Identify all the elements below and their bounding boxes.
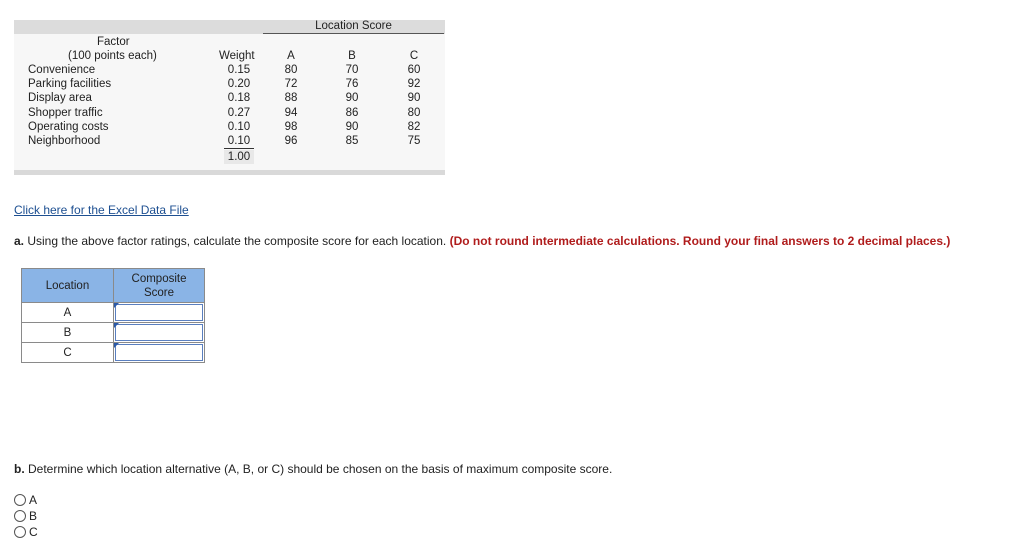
radio-icon[interactable] (14, 494, 26, 506)
factor-row-label: Shopper traffic (28, 106, 103, 119)
location-cell: C (22, 343, 114, 363)
score-b-cell: 76 (345, 78, 359, 91)
radio-icon[interactable] (14, 526, 26, 538)
score-c-cell: 75 (407, 135, 421, 148)
col-b-header: B (348, 50, 356, 62)
weight-cell: 0.18 (227, 92, 251, 105)
weight-cell: 0.15 (227, 64, 251, 76)
score-c-column (399, 63, 429, 148)
option-c[interactable] (14, 525, 38, 539)
score-b-cell: 90 (345, 92, 359, 105)
question-b (14, 462, 612, 476)
location-score-underline (263, 33, 444, 34)
question-a-text: Using the above factor ratings, calculate the composite score for each location. (24, 234, 450, 248)
composite-score-a-input[interactable] (115, 304, 203, 321)
factor-column (28, 63, 111, 148)
factor-row-label: Convenience (28, 64, 96, 76)
score-c-cell: 90 (407, 92, 421, 105)
score-b-cell: 70 (345, 64, 359, 76)
question-a-prefix: a. (14, 234, 25, 248)
option-a[interactable] (14, 493, 37, 507)
factor-table-footer-bar (14, 170, 445, 175)
composite-score-c-cell (114, 343, 205, 363)
option-label: B (29, 509, 38, 523)
score-b-cell: 90 (345, 120, 359, 133)
score-c-cell: 80 (407, 106, 421, 119)
weight-sum-line (224, 148, 254, 149)
col-a-header: A (287, 50, 295, 62)
input-marker-icon (114, 343, 119, 348)
factor-header-line2: (100 points each) (68, 50, 157, 62)
score-a-cell: 94 (284, 106, 298, 119)
weight-column (224, 63, 254, 148)
composite-score-table (21, 268, 205, 363)
input-marker-icon (114, 303, 119, 308)
weight-cell: 0.27 (227, 106, 251, 119)
composite-score-c-input[interactable] (115, 344, 203, 361)
score-a-cell: 98 (284, 120, 298, 133)
factor-header-line1: Factor (97, 36, 130, 48)
score-b-column (337, 63, 367, 148)
score-c-cell: 60 (407, 64, 421, 76)
location-cell: A (22, 303, 114, 323)
score-a-column (276, 63, 306, 148)
score-c-cell: 82 (407, 120, 421, 133)
question-a (14, 234, 950, 248)
score-b-cell: 86 (345, 106, 359, 119)
weight-cell: 0.20 (227, 78, 251, 91)
input-marker-icon (114, 323, 119, 328)
weight-total: 1.00 (224, 150, 254, 164)
score-a-cell: 88 (284, 92, 298, 105)
factor-row-label: Neighborhood (28, 135, 101, 148)
factor-row-label: Operating costs (28, 120, 109, 133)
question-b-text: Determine which location alternative (A, B, or C) should be chosen on the basis of maximum composite score. (24, 462, 613, 476)
question-b-prefix: b. (14, 462, 25, 476)
factor-row-label: Parking facilities (28, 78, 112, 91)
weight-cell: 0.10 (227, 120, 251, 133)
score-a-cell: 96 (284, 135, 298, 148)
weight-header: Weight (219, 50, 255, 62)
radio-icon[interactable] (14, 510, 26, 522)
location-cell: B (22, 323, 114, 343)
composite-score-a-cell (114, 303, 205, 323)
score-a-cell: 72 (284, 78, 298, 91)
option-label: C (29, 525, 38, 539)
composite-score-b-input[interactable] (115, 324, 203, 341)
weight-cell: 0.10 (227, 135, 251, 148)
score-a-cell: 80 (284, 64, 298, 76)
location-score-title: Location Score (315, 20, 392, 32)
location-header: Location (22, 269, 114, 303)
excel-data-link[interactable]: Click here for the Excel Data File (14, 203, 189, 217)
option-b[interactable] (14, 509, 37, 523)
composite-score-header: Composite Score (114, 269, 205, 303)
question-a-note: (Do not round intermediate calculations. Round your final answers to 2 decimal places.) (449, 234, 951, 248)
score-c-cell: 92 (407, 78, 421, 91)
col-c-header: C (409, 50, 419, 62)
score-b-cell: 85 (345, 135, 359, 148)
factor-row-label: Display area (28, 92, 92, 105)
composite-score-b-cell (114, 323, 205, 343)
option-label: A (29, 493, 38, 507)
